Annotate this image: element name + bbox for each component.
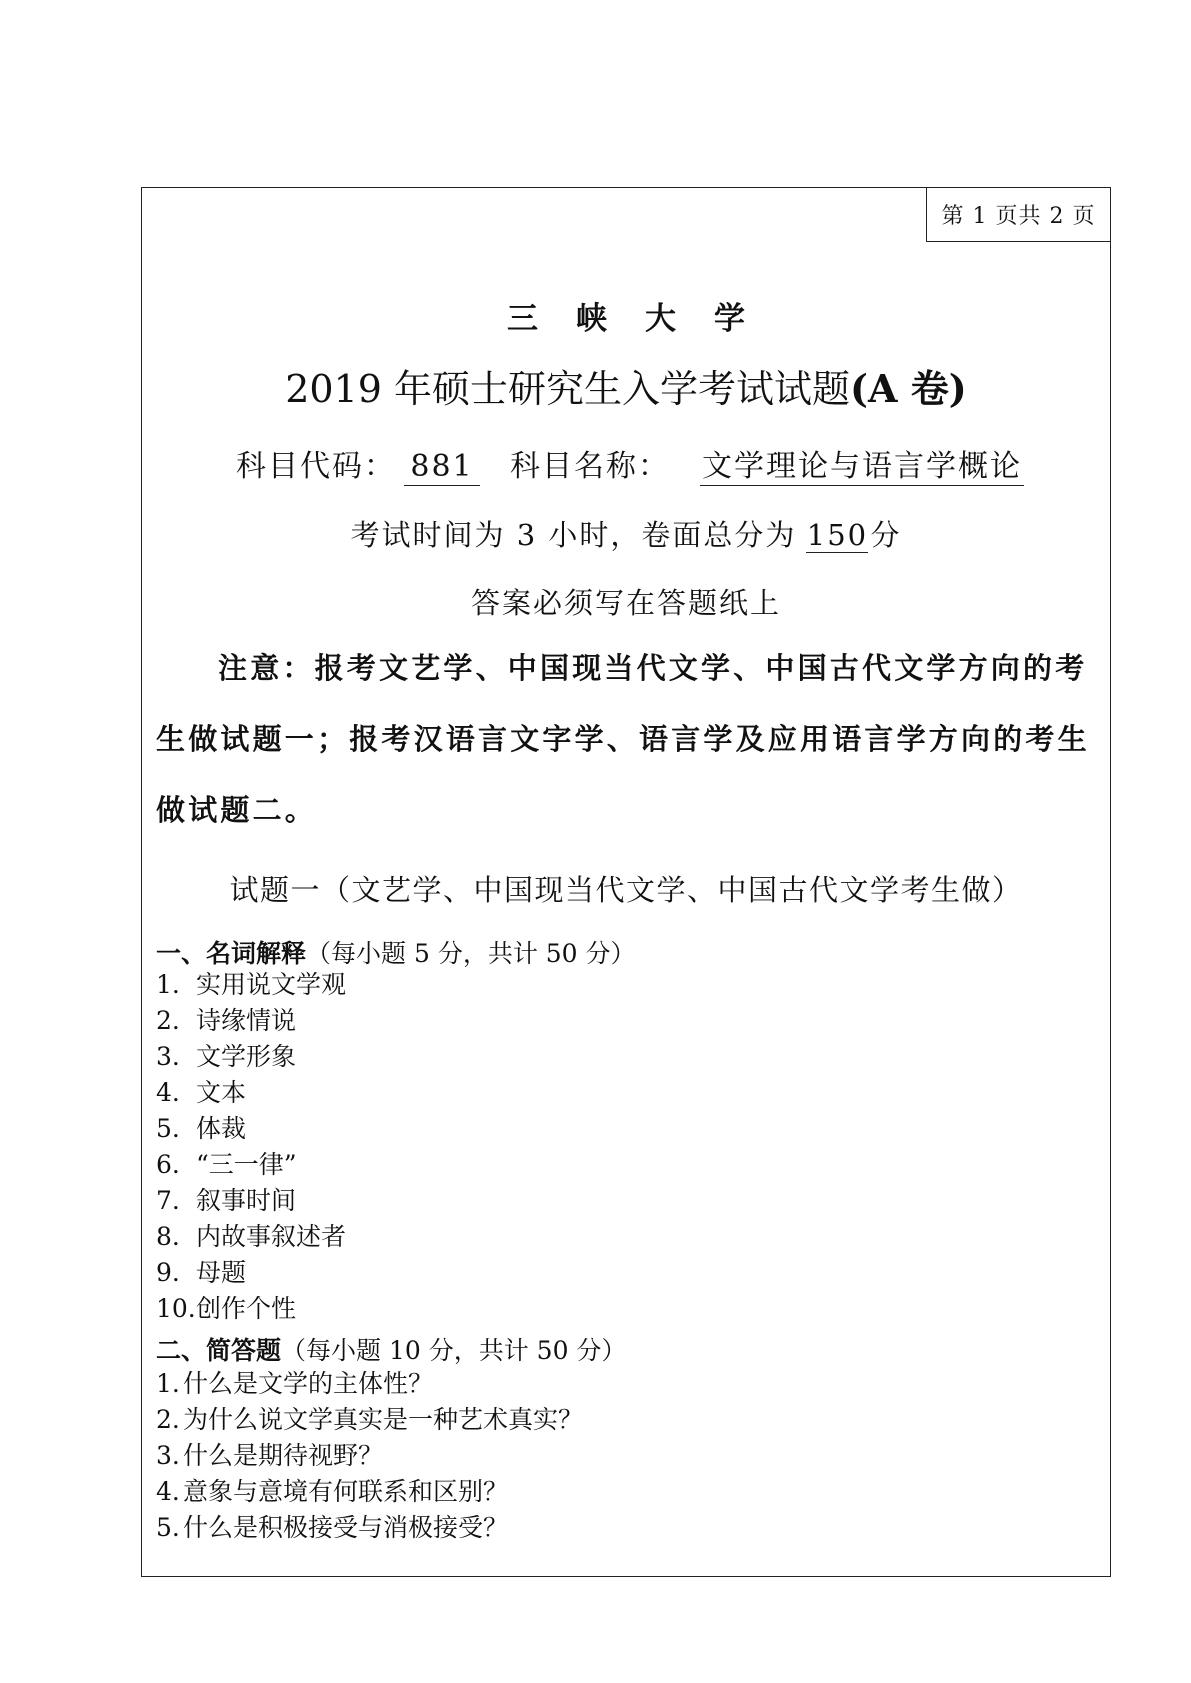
- list-item: [156, 1183, 346, 1219]
- list-item: [156, 1366, 583, 1402]
- item-text: 诗缘情说: [196, 1006, 297, 1035]
- page-indicator: 第 1 页共 2 页: [926, 187, 1111, 242]
- item-number: 8.: [156, 1222, 180, 1251]
- list-item: [156, 1474, 583, 1510]
- item-text: 什么是文学的主体性？: [183, 1369, 434, 1398]
- item-text: 什么是积极接受与消极接受？: [183, 1513, 509, 1542]
- item-number: 1.: [156, 970, 180, 999]
- paper-label: (A 卷): [850, 366, 967, 411]
- item-number: 5.: [156, 1114, 180, 1143]
- list-item: [156, 1255, 346, 1291]
- item-text: 内故事叙述者: [196, 1222, 347, 1251]
- list-item: [156, 1219, 346, 1255]
- part-one-title: 试题一（文艺学、中国现当代文学、中国古代文学考生做）: [229, 873, 1023, 907]
- subject-name-label: 科目名称：: [510, 449, 670, 484]
- university-name: 三峡大学: [507, 301, 783, 337]
- item-text: 什么是期待视野？: [183, 1441, 384, 1470]
- section-2-title: 二、简答题: [156, 1336, 282, 1365]
- score-unit: 分: [870, 518, 902, 552]
- list-item: [156, 1438, 583, 1474]
- list-item: [156, 967, 346, 1003]
- item-text: 意象与意境有何联系和区别？: [183, 1477, 509, 1506]
- subject-line: [236, 441, 1024, 486]
- item-number: 6.: [156, 1150, 180, 1179]
- item-number: 1.: [156, 1369, 180, 1398]
- item-number: 7.: [156, 1186, 180, 1215]
- section-1-title: 一、名词解释: [156, 939, 307, 968]
- list-item: [156, 1003, 346, 1039]
- item-text: 文学形象: [196, 1042, 297, 1071]
- item-number: 3.: [156, 1441, 180, 1470]
- item-number: 3.: [156, 1042, 180, 1071]
- list-item: [156, 1039, 346, 1075]
- section-1-list: [156, 967, 346, 1327]
- item-text: 创作个性: [196, 1294, 297, 1323]
- total-score: 150: [806, 518, 869, 552]
- item-text: 叙事时间: [196, 1186, 297, 1215]
- exam-paper-frame: [141, 187, 1111, 1577]
- notice-paragraph: 注意：报考文艺学、中国现当代文学、中国古代文学方向的考生做试题一；报考汉语言文字学、语言学及应用语言学方向的考生做试题二。: [156, 651, 1090, 827]
- item-text: 文本: [196, 1078, 247, 1107]
- item-number: 2.: [156, 1006, 180, 1035]
- list-item: [156, 1402, 583, 1438]
- item-number: 5.: [156, 1513, 180, 1542]
- section-2-heading: [156, 1331, 626, 1367]
- subject-code-label: 科目代码：: [236, 449, 396, 484]
- subject-name: 文学理论与语言学概论: [702, 449, 1022, 484]
- item-text: 体裁: [196, 1114, 247, 1143]
- item-text: 为什么说文学真实是一种艺术真实？: [183, 1405, 584, 1434]
- section-1-points: （每小题 5 分，共计 50 分）: [306, 939, 636, 968]
- exam-title: [142, 358, 1110, 413]
- list-item: [156, 1510, 583, 1546]
- item-number: 10.: [156, 1294, 196, 1323]
- item-text: 实用说文学观: [196, 970, 347, 999]
- item-text: 母题: [196, 1258, 247, 1287]
- item-number: 4.: [156, 1078, 180, 1107]
- item-text: “三一律”: [196, 1150, 297, 1179]
- item-number: 2.: [156, 1405, 180, 1434]
- exam-time-line: [142, 513, 1110, 554]
- answer-note: 答案必须写在答题纸上: [470, 586, 781, 620]
- list-item: [156, 1291, 346, 1327]
- section-2-points: （每小题 10 分，共计 50 分）: [281, 1336, 627, 1365]
- item-number: 9.: [156, 1258, 180, 1287]
- subject-code: 881: [404, 450, 480, 486]
- exam-title-text: 2019 年硕士研究生入学考试试题: [285, 367, 851, 411]
- list-item: [156, 1147, 346, 1183]
- exam-time-text: 考试时间为 3 小时，卷面总分为: [350, 518, 797, 552]
- section-1-heading: [156, 934, 636, 970]
- list-item: [156, 1075, 346, 1111]
- list-item: [156, 1111, 346, 1147]
- section-2-list: [156, 1366, 583, 1546]
- item-number: 4.: [156, 1477, 180, 1506]
